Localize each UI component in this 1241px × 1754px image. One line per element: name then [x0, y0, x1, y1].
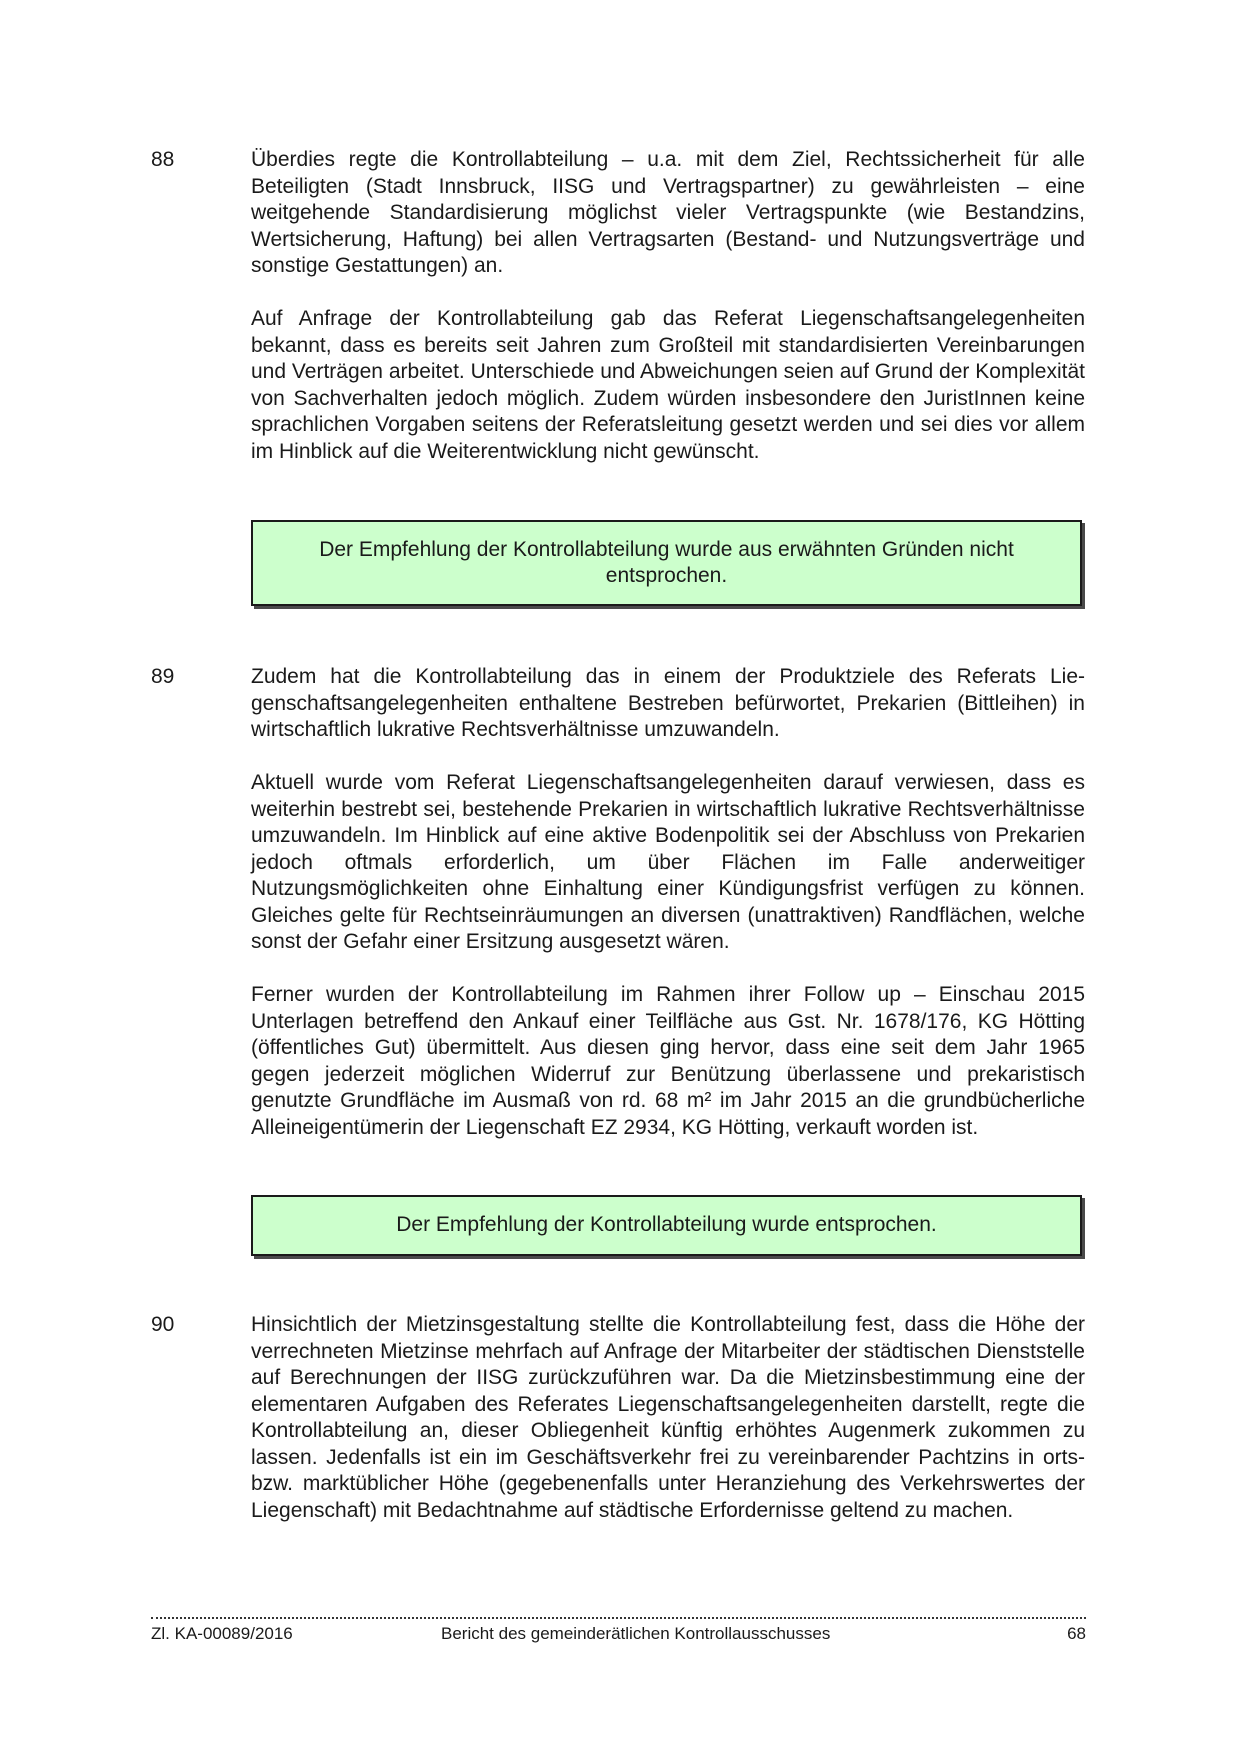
section-number: 89: [151, 665, 175, 688]
section-number: 90: [151, 1313, 175, 1336]
recommendation-status-box: [251, 1195, 1082, 1256]
recommendation-status-text: Der Empfehlung der Kontrollabteilung wurde entsprochen.: [396, 1213, 937, 1237]
section-body: [251, 1312, 1085, 1524]
recommendation-status-text: Der Empfehlung der Kontrollabteilung wurde aus erwähnten Gründen nicht entsprochen.: [319, 537, 1014, 587]
paragraph: Aktuell wurde vom Referat Liegenschaftsangelegenheiten darauf verwiesen, dass es weiterhin bestrebt sei, bestehende Prekarien in wirtschaftlich lukrative Rechtsverhältnisse umzuwandeln. Im Hinblick auf eine aktive Bodenpolitik sei der Abschluss von Prekarien jedoch oftmals erforderlich, um über Flächen im Falle anderweitiger Nutzungsmöglichkeiten ohne Einhaltung einer Kündigungsfrist verfügen zu können. Gleiches gelte für Rechtseinräumungen an diversen (unattraktiven) Randflächen, welche sonst der Gefahr einer Ersitzung ausgesetzt wären.: [251, 771, 1085, 953]
paragraph: Zudem hat die Kontrollabteilung das in einem der Produktziele des Referats Liegenschaftsangelegenheiten enthaltene Bestreben befürwortet, Prekarien (Bittleihen) in wirtschaftlich lukrative Rechtsverhältnisse umzuwandeln.: [251, 665, 1085, 741]
footer-reference: Zl. KA-00089/2016: [151, 1624, 293, 1643]
paragraph: Hinsichtlich der Mietzinsgestaltung stellte die Kontrollabteilung fest, dass die Höhe der verrechneten Mietzinse mehrfach auf Anfrage der Mitarbeiter der städtischen Dienststelle auf Berechnungen der IISG zurückzuführen war. Da die Mietzinsbestimmung eine der elementaren Aufgaben des Referates Liegenschaftsangelegenheiten darstellt, regte die Kontrollabteilung an, dieser Obliegenheit künftig erhöhtes Augenmerk zukommen zu lassen. Jedenfalls ist ein im Geschäftsverkehr frei zu vereinbarender Pachtzins in orts- bzw. marktüblicher Höhe (gegebenenfalls unter Heranziehung des Verkehrswertes der Liegenschaft) mit Bedachtnahme auf städtische Erfordernisse geltend zu machen.: [251, 1313, 1085, 1522]
section-body: [251, 664, 1085, 1141]
section-number: 88: [151, 148, 175, 171]
paragraph: Ferner wurden der Kontrollabteilung im Rahmen ihrer Follow up – Einschau 2015 Unterlagen betreffend den Ankauf einer Teilfläche aus Gst. Nr. 1678/176, KG Hötting (öffentliches Gut) übermittelt. Aus diesen ging hervor, dass eine seit dem Jahr 1965 gegen jederzeit möglichen Widerruf zur Benützung überlassene und prekaristisch genutzte Grundfläche im Ausmaß von rd. 68 m² im Jahr 2015 an die grundbücherliche Alleineigentümerin der Liegenschaft EZ 2934, KG Hötting, verkauft worden ist.: [251, 983, 1085, 1139]
paragraph: Auf Anfrage der Kontrollabteilung gab das Referat Liegenschaftsangelegenheiten bekannt, dass es bereits seit Jahren zum Großteil mit standardisierten Vereinbarungen und Verträgen arbeitet. Unterschiede und Abweichungen seien auf Grund der Komplexität von Sachverhalten jedoch möglich. Zudem würden insbesondere den JuristInnen keine sprachlichen Vorgaben seitens der Referatsleitung gesetzt werden und sei dies vor allem im Hinblick auf die Weiterentwicklung nicht gewünscht.: [251, 307, 1085, 463]
section-body: [251, 147, 1085, 465]
paragraph: Überdies regte die Kontrollabteilung – u.a. mit dem Ziel, Rechtssicherheit für alle Beteiligten (Stadt Innsbruck, IISG und Vertragspartner) zu gewährleisten – eine weitgehende Standardisierung möglichst vieler Vertragspunkte (wie Bestandzins, Wertsicherung, Haftung) bei allen Vertragsarten (Bestand- und Nutzungsverträge und sonstige Gestattungen) an.: [251, 148, 1085, 277]
recommendation-status-box: [251, 520, 1082, 606]
footer-title: Bericht des gemeinderätlichen Kontrollausschusses: [441, 1624, 831, 1643]
footer-divider: [151, 1617, 1086, 1619]
page-number: 68: [1067, 1624, 1086, 1643]
